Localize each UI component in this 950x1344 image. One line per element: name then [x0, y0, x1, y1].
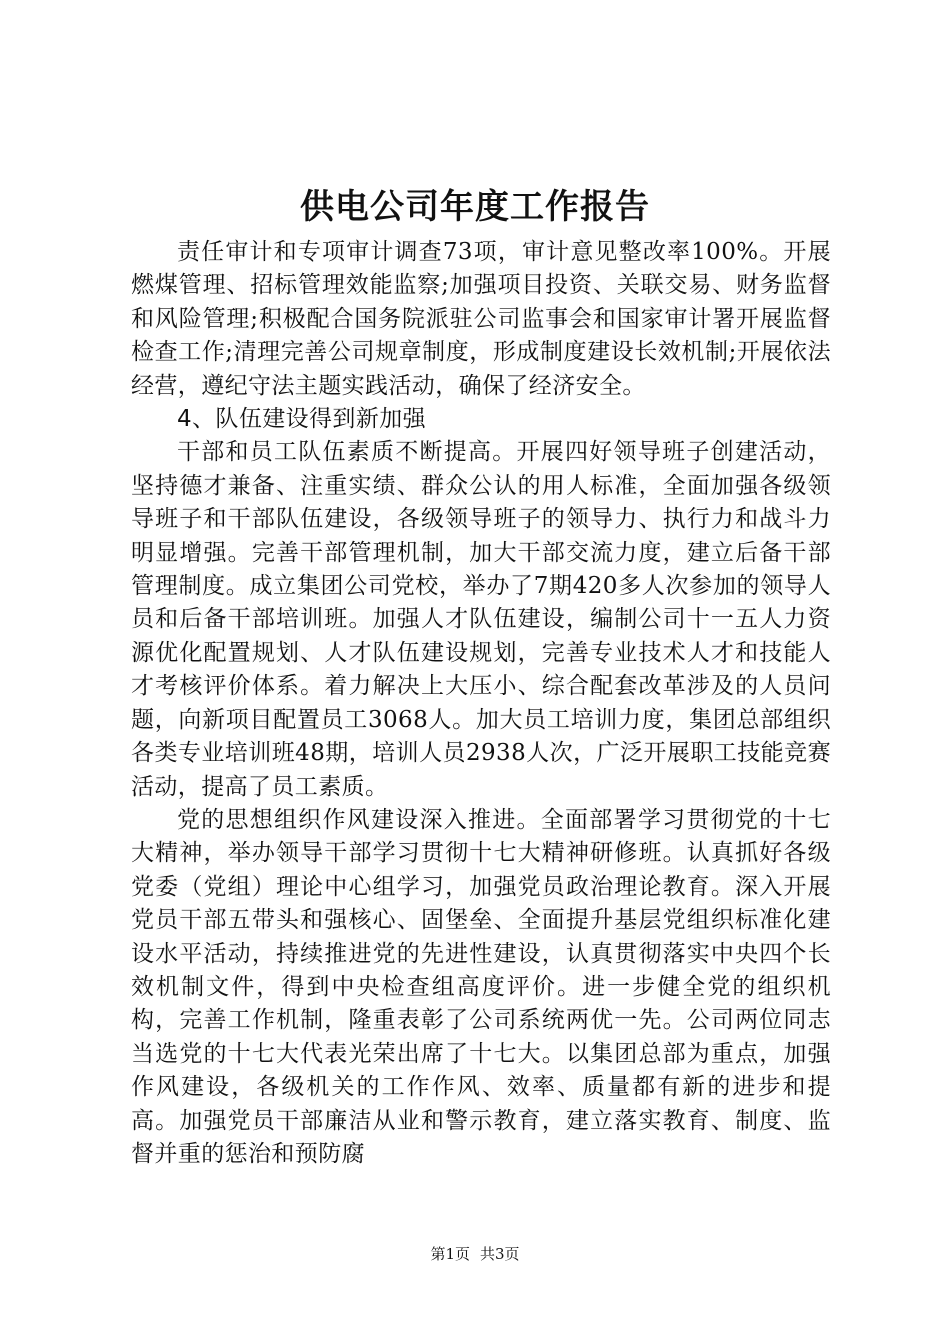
section-heading: 4、队伍建设得到新加强 [177, 406, 427, 433]
document-title: 供电公司年度工作报告 [300, 187, 650, 227]
page-footer [0, 1244, 950, 1264]
document-body [131, 236, 831, 1171]
paragraph-party-building: 党的思想组织作风建设深入推进。全面部署学习贯彻党的十七大精神，举办领导干部学习贯彻十七大精神研修班。认真抓好各级党委（党组）理论中心组学习，加强党员政治理论教育。深入开展党员干部五带头和强核心、固堡垒、全面提升基层党组织标准化建设水平活动，持续推进党的先进性建设，认真贯彻落实中央四个长效机制文件，得到中央检查组高度评价。进一步健全党的组织机构，完善工作机制，隆重表彰了公司系统两优一先。公司两位同志当选党的十七大代表光荣出席了十七大。以集团总部为重点，加强作风建设，各级机关的工作作风、效率、质量都有新的进步和提高。加强党员干部廉洁从业和警示教育，建立落实教育、制度、监督并重的惩治和预防腐 [131, 806, 831, 1167]
paragraph-team-building: 干部和员工队伍素质不断提高。开展四好领导班子创建活动，坚持德才兼备、注重实绩、群众公认的用人标准，全面加强各级领导班子和干部队伍建设，各级领导班子的领导力、执行力和战斗力明显增强。完善干部管理机制，加大干部交流力度，建立后备干部管理制度。成立集团公司党校，举办了7期420多人次参加的领导人员和后备干部培训班。加强人才队伍建设，编制公司十一五人力资源优化配置规划、人才队伍建设规划，完善专业技术人才和技能人才考核评价体系。着力解决上大压小、综合配套改革涉及的人员问题，向新项目配置员工3068人。加大员工培训力度，集团总部组织各类专业培训班48期，培训人员2938人次，广泛开展职工技能竞赛活动，提高了员工素质。 [131, 439, 831, 800]
page-number: 第1页 [430, 1245, 470, 1263]
page-total: 共3页 [480, 1245, 520, 1263]
paragraph-audit: 责任审计和专项审计调查73项，审计意见整改率100%。开展燃煤管理、招标管理效能监察;加强项目投资、关联交易、财务监督和风险管理;积极配合国务院派驻公司监事会和国家审计署开展监督检查工作;清理完善公司规章制度，形成制度建设长效机制;开展依法经营，遵纪守法主题实践活动，确保了经济安全。 [131, 239, 831, 399]
